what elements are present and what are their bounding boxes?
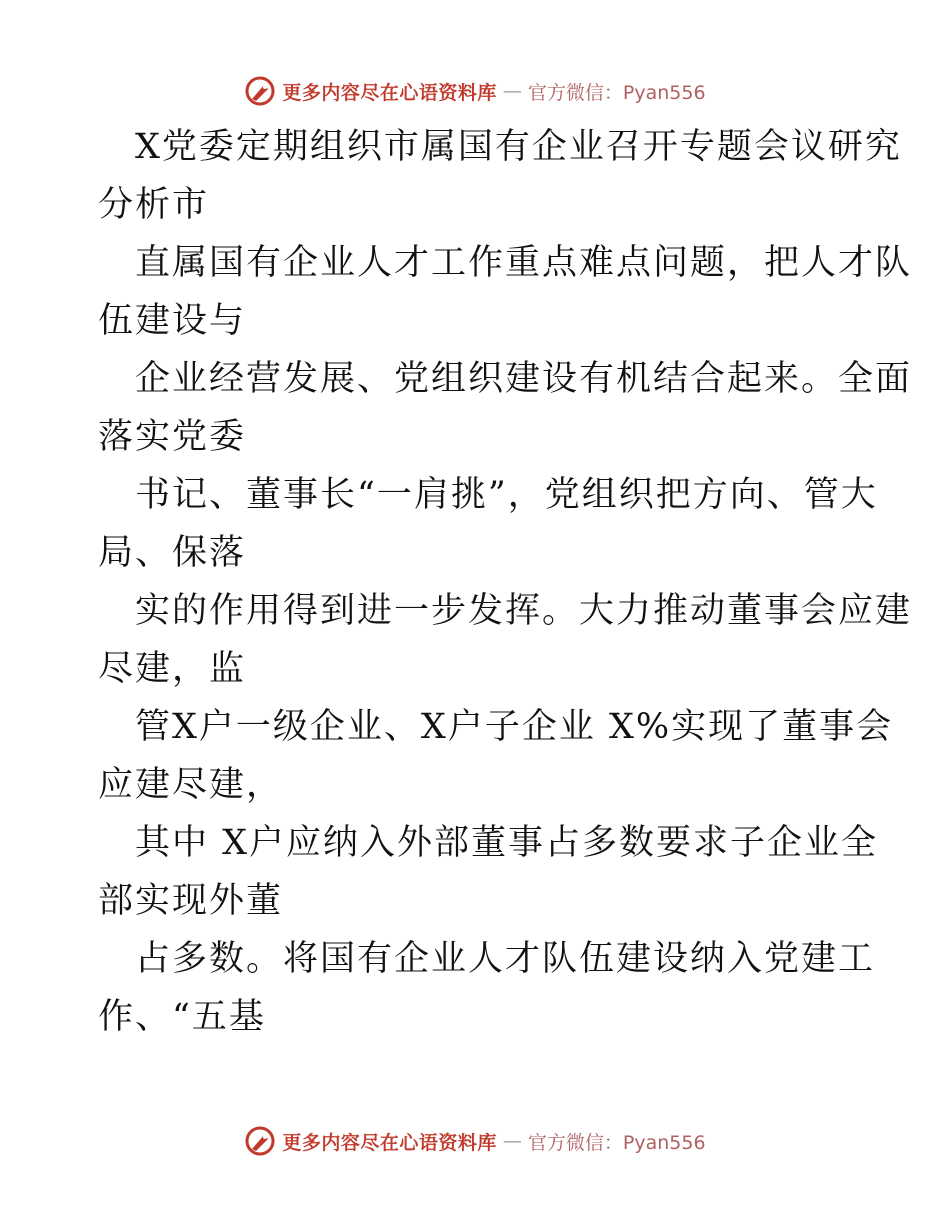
text-line: 直属国有企业人才工作重点难点问题，把人才队 [135, 243, 913, 283]
text-line: X党委定期组织市属国有企业召开专题会议研究 [135, 127, 902, 167]
text-line: 尽建，监 [98, 649, 247, 689]
footer-watermark [0, 1121, 950, 1161]
watermark-wechat: 官方微信：Pyan556 [527, 81, 706, 104]
text-line: 应建尽建， [98, 765, 284, 805]
header-watermark [0, 71, 950, 111]
watermark-separator: — [502, 1130, 522, 1152]
watermark-separator: — [502, 80, 522, 102]
text-line: 企业经营发展、党组织建设有机结合起来。全面 [135, 359, 913, 399]
watermark-text: 更多内容尽在心语资料库 [282, 81, 497, 104]
text-line: 局、保落 [98, 533, 247, 573]
watermark-text: 更多内容尽在心语资料库 [282, 1131, 497, 1154]
text-line: 其中 X户应纳入外部董事占多数要求子企业全 [135, 823, 879, 863]
text-line: 伍建设与 [98, 301, 247, 341]
text-line: 落实党委 [98, 417, 247, 457]
text-line: 作、“五基 [98, 997, 266, 1037]
document-body [98, 118, 913, 1046]
text-line: 部实现外董 [98, 881, 284, 921]
text-line: 分析市 [98, 185, 210, 225]
text-line: 书记、董事长“一肩挑”，党组织把方向、管大 [135, 475, 878, 515]
text-line: 管X户一级企业、X户子企业 X%实现了董事会 [135, 707, 894, 747]
text-line: 实的作用得到进一步发挥。大力推动董事会应建 [135, 591, 913, 631]
pen-nib-circle-icon [244, 1125, 276, 1157]
watermark-wechat: 官方微信：Pyan556 [527, 1131, 706, 1154]
text-line: 占多数。将国有企业人才队伍建设纳入党建工 [135, 939, 876, 979]
pen-nib-circle-icon [244, 75, 276, 107]
